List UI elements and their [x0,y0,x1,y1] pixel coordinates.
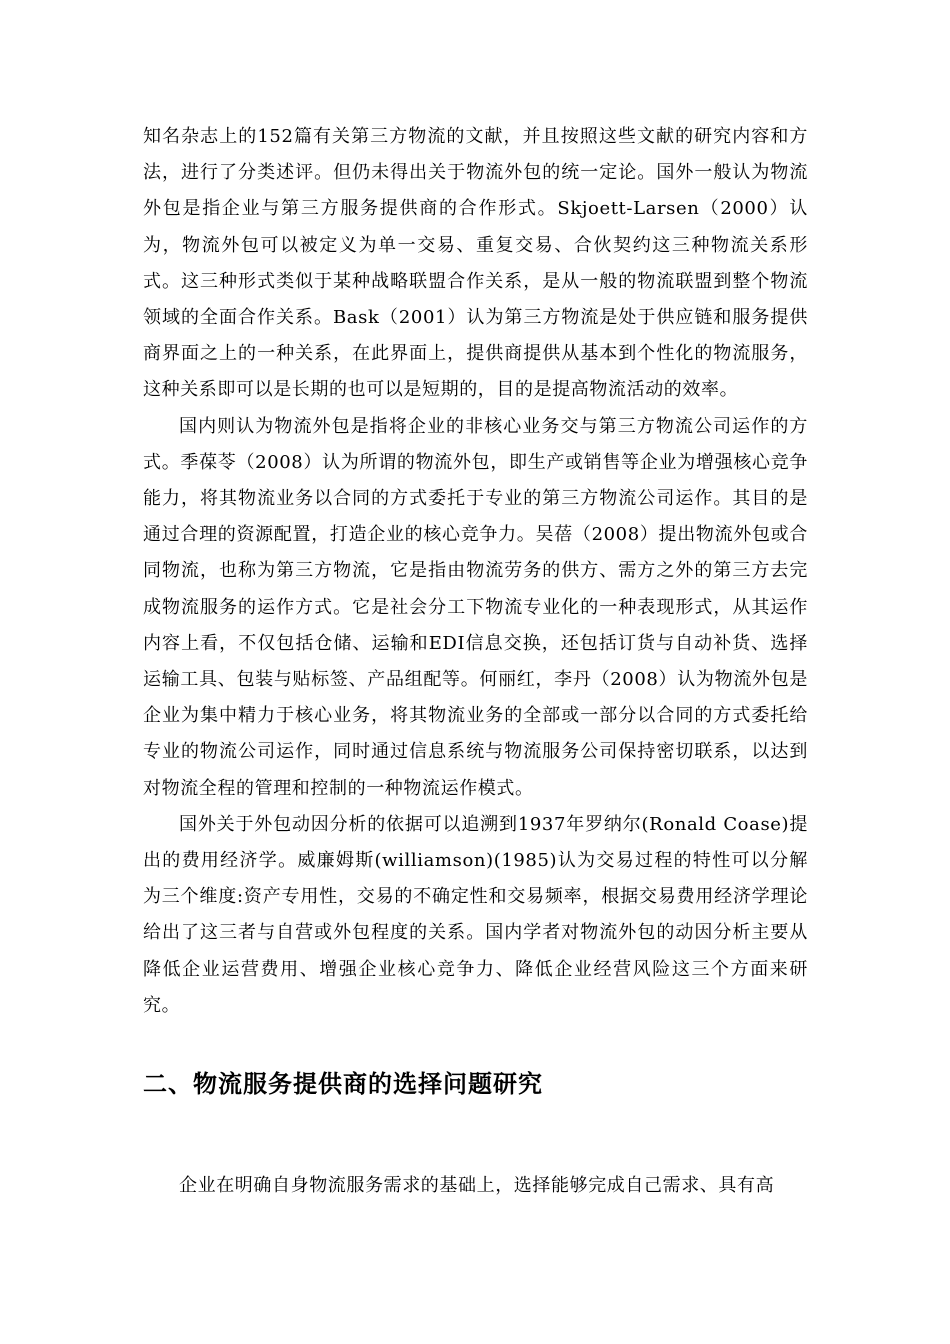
paragraph-third-party-literature: 知名杂志上的152篇有关第三方物流的文献，并且按照这些文献的研究内容和方法，进行了分类述评。但仍未得出关于物流外包的统一定论。国外一般认为物流外包是指企业与第三方服务提供商的合作形式。Skjoett-Larsen（2000）认为，物流外包可以被定义为单一交易、重复交易、合伙契约这三种物流关系形式。这三种形式类似于某种战略联盟合作关系，是从一般的物流联盟到整个物流领域的全面合作关系。Bask（2001）认为第三方物流是处于供应链和服务提供商界面之上的一种关系，在此界面上，提供商提供从基本到个性化的物流服务，这种关系即可以是长期的也可以是短期的，目的是提高物流活动的效率。 [143,126,808,401]
paragraph-provider-selection: 企业在明确自身物流服务需求的基础上，选择能够完成自己需求、具有高 [179,1175,775,1197]
document-page [143,119,808,1204]
paragraph-domestic-definition: 国内则认为物流外包是指将企业的非核心业务交与第三方物流公司运作的方式。季葆苓（2008）认为所谓的物流外包，即生产或销售等企业为增强核心竞争能力，将其物流业务以合同的方式委托于专业的第三方物流公司运作。其目的是通过合理的资源配置，打造企业的核心竞争力。吴蓓（2008）提出物流外包或合同物流，也称为第三方物流，它是指由物流劳务的供方、需方之外的第三方去完成物流服务的运作方式。它是社会分工下物流专业化的一种表现形式，从其运作内容上看，不仅包括仓储、运输和EDI信息交换，还包括订货与自动补货、选择运输工具、包装与贴标签、产品组配等。何丽红，李丹（2008）认为物流外包是企业为集中精力于核心业务，将其物流业务的全部或一部分以合同的方式委托给专业的物流公司运作，同时通过信息系统与物流服务公司保持密切联系，以达到对物流全程的管理和控制的一种物流运作模式。 [143,415,808,799]
paragraph-outsourcing-motives: 国外关于外包动因分析的依据可以追溯到1937年罗纳尔(Ronald Coase)提出的费用经济学。威廉姆斯(williamson)(1985)认为交易过程的特性可以分解为三个维度:资产专用性，交易的不确定性和交易频率，根据交易费用经济学理论给出了这三者与自营或外包程度的关系。国内学者对物流外包的动因分析主要从降低企业运营费用、增强企业核心竞争力、降低企业经营风险这三个方面来研究。 [143,813,808,1016]
section-heading: 二、物流服务提供商的选择问题研究 [143,1070,543,1099]
